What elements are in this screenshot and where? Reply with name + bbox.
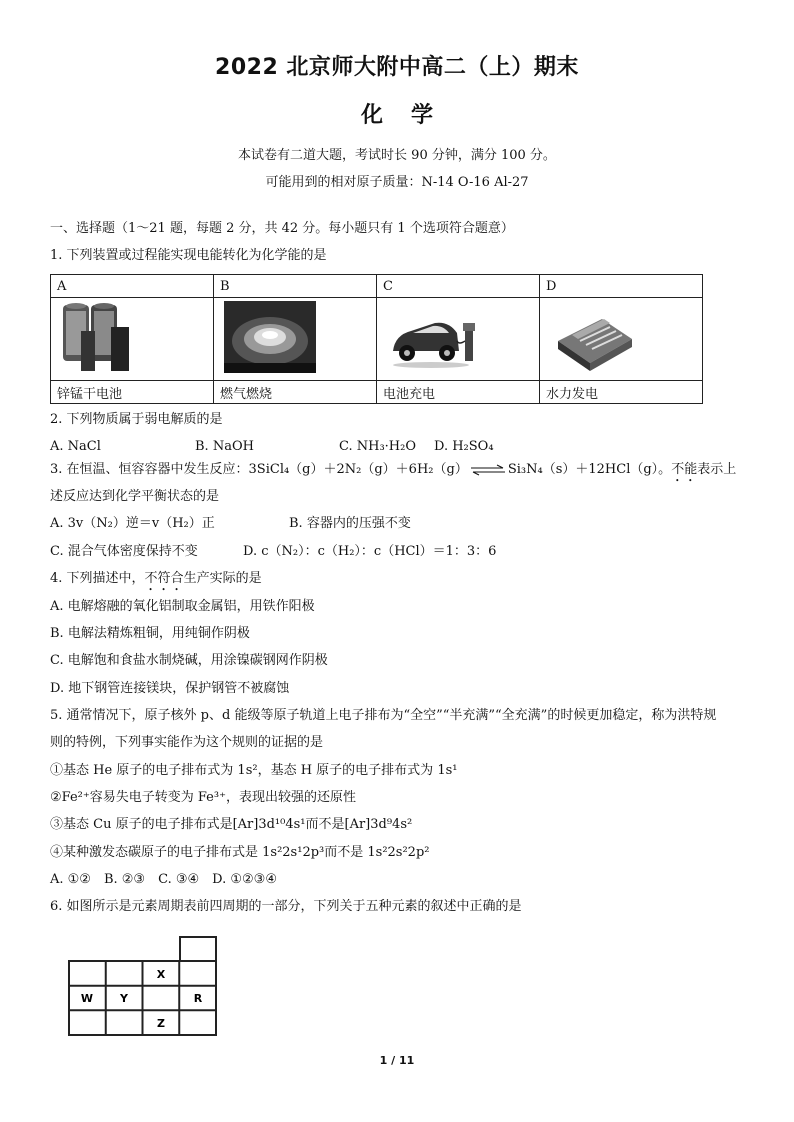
q4-stem: [50, 570, 262, 594]
q5-stem-line2: 则的特例，下列事实能作为这个规则的证据的是: [50, 735, 324, 750]
q3-option-c: C. 混合气体密度保持不变: [50, 544, 198, 559]
q1-option-table: [50, 274, 703, 404]
q4-stem-post: 生产实际的是: [183, 571, 262, 586]
dry-battery-image: [51, 298, 214, 381]
q4-option-a: A. 电解熔融的氧化铝制取金属铝，用铁作阳极: [50, 599, 315, 614]
q2-option-b: B. NaOH: [195, 439, 254, 454]
element-r-label: R: [193, 992, 203, 1005]
page-number: 1 / 11: [379, 1054, 415, 1067]
q5-item-1: ①基态 He 原子的电子排布式为 1s²，基态 H 原子的电子排布式为 1s¹: [50, 763, 458, 778]
q3-stem-line2: 述反应达到化学平衡状态的是: [50, 489, 220, 504]
q4-option-b: B. 电解法精炼粗铜，用纯铜作阴极: [50, 626, 250, 641]
hydro-power-image: [540, 298, 703, 381]
q1-col-a: A: [51, 275, 214, 298]
exam-title: 2022 北京师大附中高二（上）期末: [215, 55, 579, 80]
q2-option-d: D. H₂SO₄: [434, 439, 494, 454]
exam-intro: 本试卷有二道大题，考试时长 90 分钟，满分 100 分。: [238, 148, 556, 163]
q3-stem-emph: 不能: [671, 462, 698, 477]
q4-option-d: D. 地下钢管连接镁块，保护钢管不被腐蚀: [50, 681, 290, 696]
q1-stem: 1. 下列装置或过程能实现电能转化为化学能的是: [50, 248, 327, 263]
q2-option-c: C. NH₃·H₂O: [339, 439, 417, 454]
equilibrium-arrow-icon: [470, 464, 506, 476]
section-heading: 一、选择题（1～21 题，每题 2 分，共 42 分。每小题只有 1 个选项符合题意）: [50, 221, 514, 236]
q5-item-3: ③基态 Cu 原子的电子排布式是[Ar]3d¹⁰4s¹而不是[Ar]3d⁹4s²: [50, 817, 413, 832]
q3-stem-line1: [50, 461, 736, 485]
q1-col-b: B: [214, 275, 377, 298]
q4-option-c: C. 电解饱和食盐水制烧碱，用涂镍碳钢网作阴极: [50, 653, 328, 668]
q6-stem: 6. 如图所示是元素周期表前四周期的一部分，下列关于五种元素的叙述中正确的是: [50, 899, 522, 914]
gas-burner-image: [214, 298, 377, 381]
q1-caption-a: 锌锰干电池: [51, 381, 214, 404]
q1-col-d: D: [540, 275, 703, 298]
element-z-label: Z: [157, 1017, 165, 1030]
element-y-label: Y: [120, 992, 128, 1005]
q2-option-a: A. NaCl: [50, 439, 101, 454]
q3-stem-part1: 3. 在恒温、恒容容器中发生反应：3SiCl₄（g）＋2N₂（g）＋6H₂（g）: [50, 462, 468, 477]
q5-options: A. ①② B. ②③ C. ③④ D. ①②③④: [50, 872, 277, 887]
q3-option-d: D. c（N₂）：c（H₂）：c（HCl）＝1：3：6: [243, 544, 497, 559]
q4-stem-emph: 不符合: [144, 571, 184, 586]
q1-col-c: C: [377, 275, 540, 298]
q4-stem-pre: 4. 下列描述中，: [50, 571, 145, 586]
q1-caption-b: 燃气燃烧: [214, 381, 377, 404]
q5-stem-line1: 5. 通常情况下，原子核外 p、d 能级等原子轨道上电子排布为“全空”“半充满”“全充满”的时候更加稳定，称为洪特规: [50, 708, 717, 723]
charging-car-image: [377, 298, 540, 381]
element-x-label: X: [156, 968, 166, 981]
q3-option-a: A. 3v（N₂）逆＝v（H₂）正: [50, 516, 215, 531]
element-w-label: W: [80, 992, 94, 1005]
q5-item-4: ④某种激发态碳原子的电子排布式是 1s²2s¹2p³而不是 1s²2s²2p²: [50, 845, 430, 860]
q1-caption-c: 电池充电: [377, 381, 540, 404]
q1-caption-d: 水力发电: [540, 381, 703, 404]
atomic-masses: 可能用到的相对原子质量：N-14 O-16 Al-27: [265, 175, 529, 190]
periodic-table-fragment: [68, 936, 220, 1040]
q3-option-b: B. 容器内的压强不变: [289, 516, 411, 531]
q3-stem-part2: Si₃N₄（s）＋12HCl（g）。: [507, 462, 672, 477]
subject-title: 化学: [360, 103, 461, 128]
q3-stem-part3: 表示上: [697, 462, 737, 477]
q5-item-2: ②Fe²⁺容易失电子转变为 Fe³⁺，表现出较强的还原性: [50, 790, 356, 805]
q2-stem: 2. 下列物质属于弱电解质的是: [50, 412, 223, 427]
